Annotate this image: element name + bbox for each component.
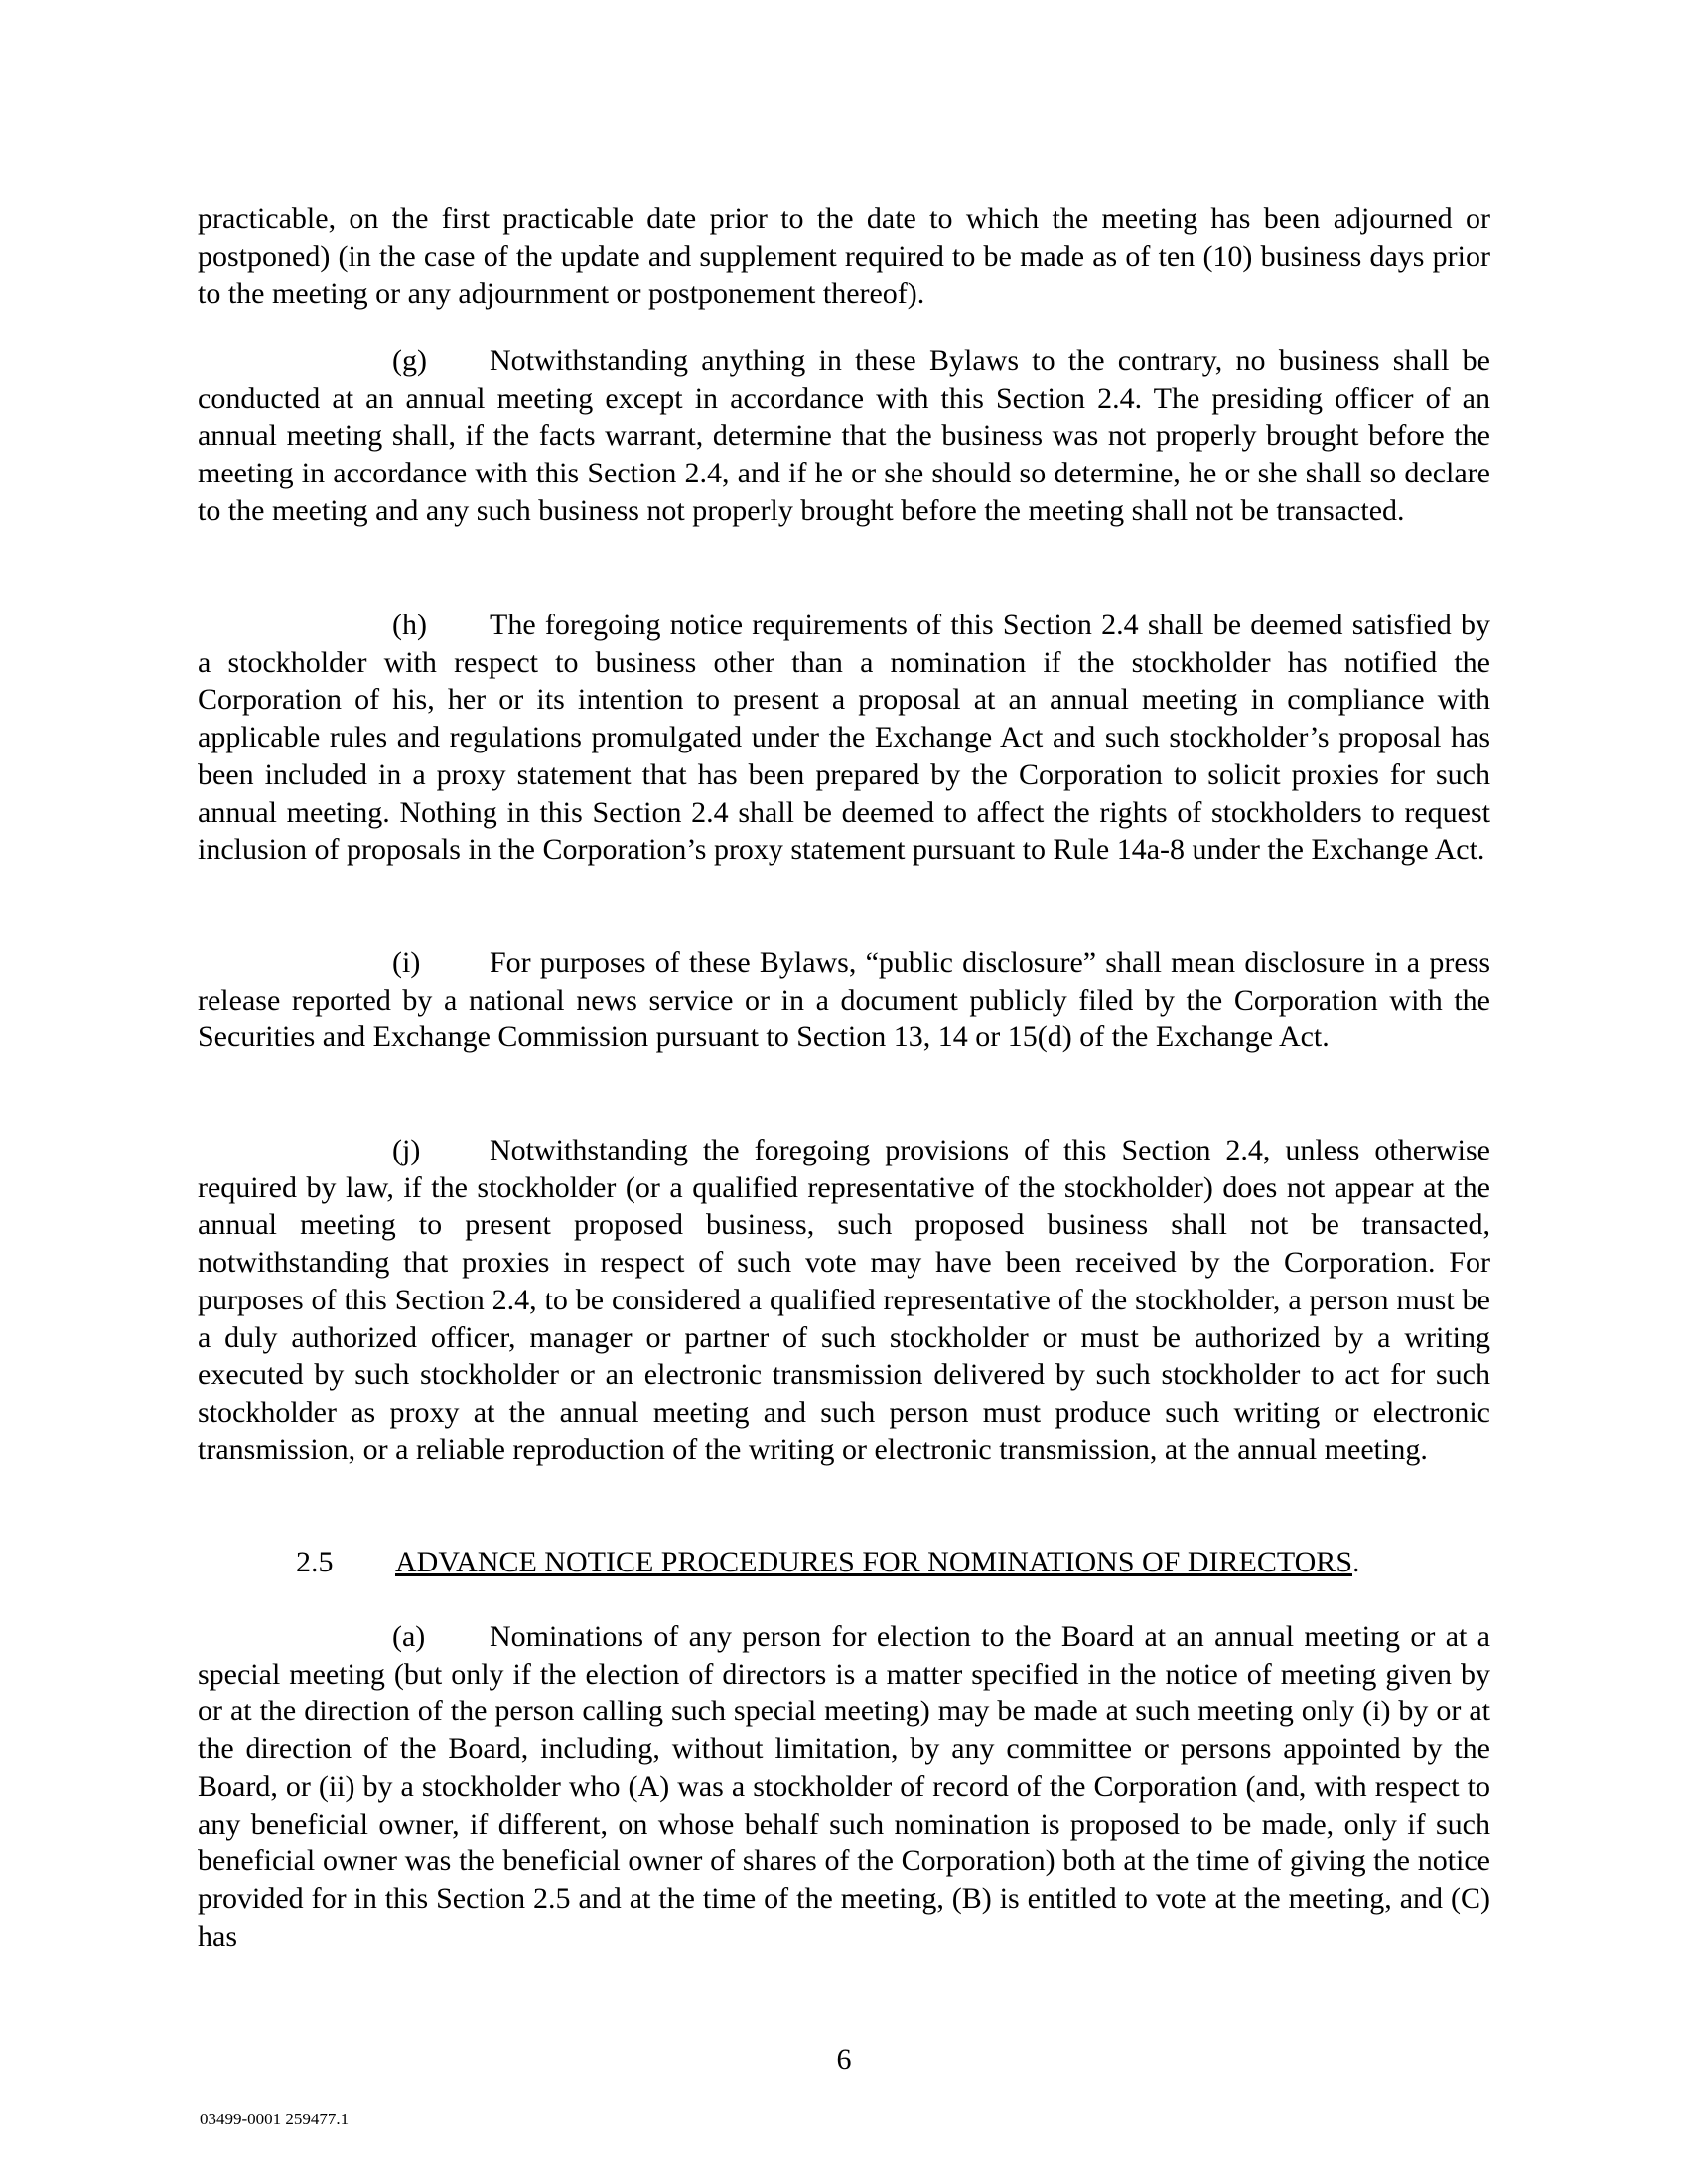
paragraph-h [198,607,1490,869]
section-title-period: . [1352,1546,1360,1578]
section-paragraph-a-text: Nominations of any person for election to the Board at an annual meeting or at a special meeting (but only if the election of directors is a matter specified in the notice of meeting given by or at the direction of the person calling such special meeting) may be made at such meeting only (i) by or at the direction of the Board, including, without limitation, by any committee or persons appointed by the Board, or (ii) by a stockholder who (A) was a stockholder of record of the Corporation (and, with respect to any beneficial owner, if different, on whose behalf such nomination is proposed to be made, only if such beneficial owner was the beneficial owner of shares of the Corporation) both at the time of giving the notice provided for in this Section 2.5 and at the time of the meeting, (B) is entitled to vote at the meeting, and (C) has [198,1620,1490,1953]
section-title: ADVANCE NOTICE PROCEDURES FOR NOMINATIONS OF DIRECTORS [395,1546,1352,1578]
continuation-paragraph [198,201,1490,313]
section-heading [198,1544,1490,1581]
page-number: 6 [836,2043,852,2076]
paragraph-j-label: (j) [392,1134,421,1166]
section-paragraph-a [198,1618,1490,1955]
paragraph-g-text: Notwithstanding anything in these Bylaws to the contrary, no business shall be conducted at an annual meeting except in accordance with this Section 2.4. The presiding officer of an annual meeting shall, if the facts warrant, determine that the business was not properly brought before the meeting in accordance with this Section 2.4, and if he or she should so determine, he or she shall so declare to the meeting and any such business not properly brought before the meeting shall not be transacted. [198,344,1490,527]
paragraph-h-text: The foregoing notice requirements of this Section 2.4 shall be deemed satisfied by a stockholder with respect to business other than a nomination if the stockholder has notified the Corporation of his, her or its intention to present a proposal at an annual meeting in compliance with applicable rules and regulations promulgated under the Exchange Act and such stockholder’s proposal has been included in a proxy statement that has been prepared by the Corporation to solicit proxies for such annual meeting. Nothing in this Section 2.4 shall be deemed to affect the rights of stockholders to request inclusion of proposals in the Corporation’s proxy statement pursuant to Rule 14a-8 under the Exchange Act. [198,609,1490,867]
paragraph-i-label: (i) [392,946,421,979]
paragraph-j [198,1132,1490,1468]
paragraph-g [198,342,1490,530]
paragraph-j-text: Notwithstanding the foregoing provisions of this Section 2.4, unless otherwise required by law, if the stockholder (or a qualified representative of the stockholder) does not appear at the annual meeting to present proposed business, such proposed business shall not be transacted, notwithstanding that proxies in respect of such vote may have been received by the Corporation. For purposes of this Section 2.4, to be considered a qualified representative of the stockholder, a person must be a duly authorized officer, manager or partner of such stockholder or must be authorized by a writing executed by such stockholder or an electronic transmission delivered by such stockholder to act for such stockholder as proxy at the annual meeting and such person must produce such writing or electronic transmission, or a reliable reproduction of the writing or electronic transmission, at the annual meeting. [198,1134,1490,1466]
section-paragraph-a-label: (a) [392,1620,426,1653]
paragraph-g-label: (g) [392,344,427,377]
document-id: 03499-0001 259477.1 [200,2110,350,2128]
section-number: 2.5 [296,1546,334,1578]
continuation-text: practicable, on the first practicable date prior to the date to which the meeting has been adjourned or postponed) (in the case of the update and supplement required to be made as of ten (10) business days prior to the meeting or any adjournment or postponement thereof). [198,203,1490,311]
paragraph-i [198,944,1490,1056]
paragraph-h-label: (h) [392,609,427,641]
paragraph-i-text: For purposes of these Bylaws, “public disclosure” shall mean disclosure in a press release reported by a national news service or in a document publicly filed by the Corporation with the Securities and Exchange Commission pursuant to Section 13, 14 or 15(d) of the Exchange Act. [198,946,1490,1054]
